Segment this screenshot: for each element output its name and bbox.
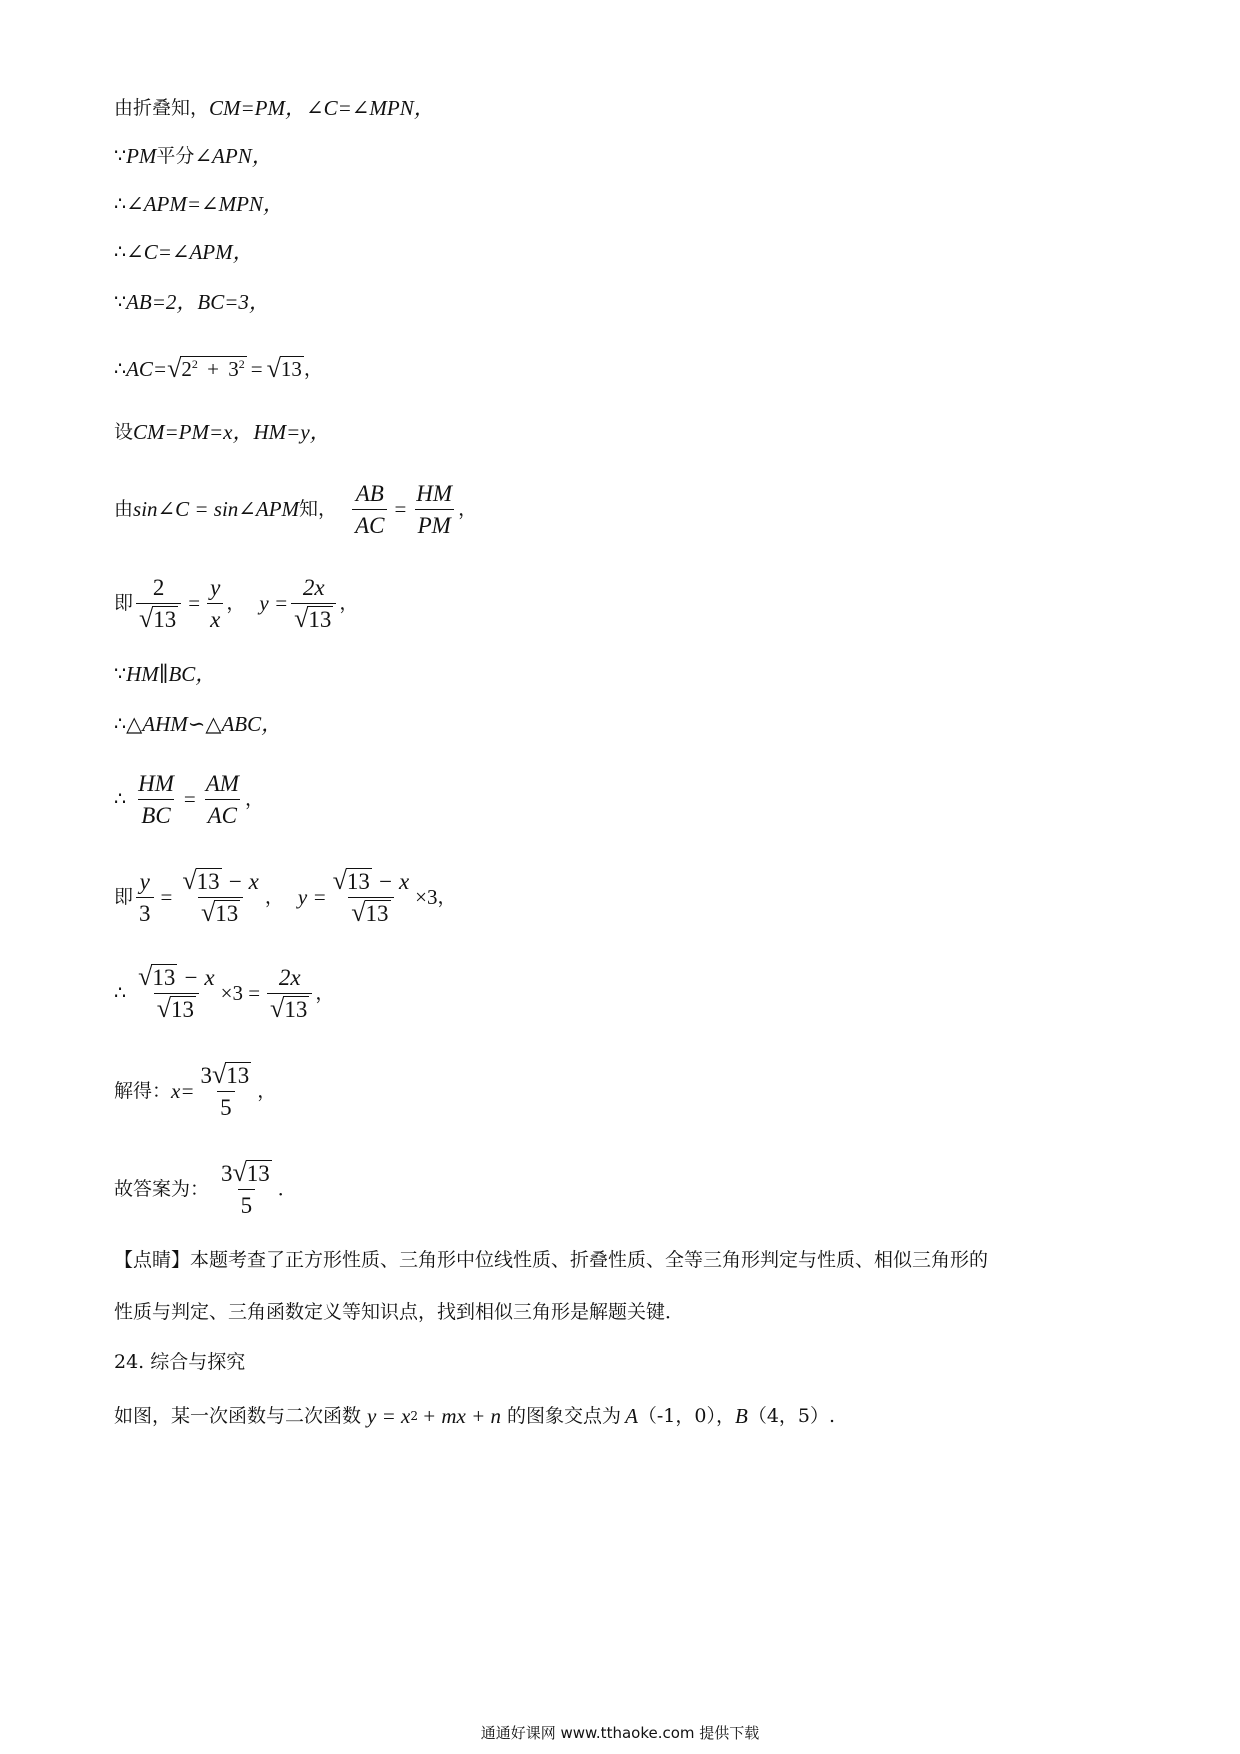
line-math: AC= <box>126 357 168 381</box>
equals-sign: = <box>183 787 196 811</box>
coefficient: 3 <box>221 1160 233 1186</box>
solution-line-7 <box>114 420 331 444</box>
sqrt-icon: √ <box>200 897 216 927</box>
therefore-symbol: ∴ <box>114 713 127 735</box>
line-math: y = <box>297 885 327 909</box>
therefore-symbol: ∴ <box>114 788 127 810</box>
sqrt-icon: √ <box>351 897 366 927</box>
punctuation: ， <box>303 358 323 380</box>
radicand: 13 <box>215 900 239 926</box>
equals-sign: = <box>394 497 407 521</box>
denominator: x <box>207 603 223 633</box>
sqrt-icon: √ <box>294 603 309 633</box>
punctuation: ， <box>315 982 335 1004</box>
punctuation: ， <box>339 592 359 614</box>
numerator <box>135 961 218 993</box>
sqrt-icon: √ <box>266 354 281 383</box>
therefore-symbol: ∴ <box>114 982 127 1004</box>
line-text: 解得： <box>114 1080 172 1102</box>
fraction-y-x <box>207 574 223 633</box>
sqrt-icon: √ <box>212 1059 227 1089</box>
because-symbol: ∵ <box>114 663 127 685</box>
line-text: 知， <box>299 498 338 520</box>
line-text: 即 <box>114 592 134 614</box>
numerator: 2x <box>302 574 325 600</box>
radicand: 13 <box>196 868 220 894</box>
denominator: 3 <box>136 897 154 927</box>
denominator <box>348 897 393 927</box>
formula-lhs: y = x <box>367 1404 411 1428</box>
fraction-2-sqrt13 <box>136 574 181 633</box>
numerator <box>218 1157 275 1189</box>
sqrt-icon: √ <box>138 961 153 991</box>
numerator: AM <box>205 770 239 796</box>
fraction-hm-pm <box>413 480 455 539</box>
solution-line-15 <box>114 1056 276 1126</box>
radicand: 13 <box>365 900 389 926</box>
line-math: CM=PM，∠C=∠MPN， <box>209 96 435 120</box>
punctuation: ， <box>226 592 246 614</box>
solution-line-4 <box>114 240 254 264</box>
line-text: 由 <box>114 498 134 520</box>
solution-line-12 <box>114 764 264 834</box>
exponent: 2 <box>191 357 198 371</box>
sqrt-icon: √ <box>167 354 182 383</box>
numerator-tail: − x <box>377 868 410 894</box>
therefore-symbol: ∴ <box>114 241 127 263</box>
sqrt-icon: √ <box>270 993 285 1023</box>
punctuation: ， <box>257 1080 277 1102</box>
denominator: AC <box>352 509 387 539</box>
point-a-label: A <box>625 1404 638 1428</box>
line-math: AB=2，BC=3， <box>126 290 270 314</box>
solution-line-5 <box>114 290 270 314</box>
numerator: HM <box>416 480 453 506</box>
exponent: 2 <box>238 357 245 371</box>
denominator <box>198 897 243 927</box>
denominator <box>136 603 181 633</box>
fraction-sqrt13-minus-x <box>135 961 218 1023</box>
fraction-3sqrt13-5 <box>218 1157 275 1219</box>
line-math: x= <box>171 1079 195 1103</box>
radicand: 13 <box>153 606 177 632</box>
radicand-term: 2 <box>181 357 192 381</box>
line-math: ∠APN， <box>194 144 273 168</box>
point-b-label: B <box>735 1404 748 1428</box>
equals-sign: = <box>188 591 201 615</box>
sqrt-expression <box>267 356 304 382</box>
radicand-term: 3 <box>228 357 239 381</box>
fraction-2x-sqrt13 <box>267 964 312 1023</box>
numerator: 2 <box>152 574 165 600</box>
line-text: 平分 <box>156 145 195 167</box>
denominator <box>154 993 199 1023</box>
denominator: PM <box>415 509 454 539</box>
numerator <box>179 865 262 897</box>
solution-line-6 <box>114 356 323 382</box>
denominator: 5 <box>238 1189 256 1219</box>
punctuation: ， <box>458 498 478 520</box>
line-text: 由折叠知， <box>114 97 210 119</box>
radicand: 13 <box>170 996 194 1022</box>
radicand: 13 <box>246 1160 270 1186</box>
numerator: HM <box>138 770 174 796</box>
denominator: 5 <box>217 1091 235 1121</box>
fraction-3sqrt13-5 <box>198 1059 255 1121</box>
denominator <box>267 993 312 1023</box>
line-math: ×3 = <box>220 981 261 1005</box>
denominator: BC <box>138 799 173 829</box>
solution-line-11 <box>114 712 282 736</box>
sqrt-icon: √ <box>139 603 154 633</box>
numerator-tail: − x <box>183 964 215 990</box>
punctuation: ， <box>437 886 457 908</box>
solution-line-1 <box>114 96 435 120</box>
punctuation: ， <box>244 788 264 810</box>
line-math: △AHM∽△ABC， <box>126 712 283 736</box>
coefficient: 3 <box>200 1062 213 1088</box>
question-heading: 24. 综合与探究 <box>114 1351 246 1373</box>
answer-label: 故答案为： <box>114 1178 210 1200</box>
commentary-line-2: 性质与判定、三角函数定义等知识点，找到相似三角形是解题关键． <box>114 1301 685 1323</box>
plus-sign: + <box>207 357 219 381</box>
radicand: 13 <box>280 357 302 381</box>
sqrt-icon: √ <box>182 865 197 895</box>
question-text-post: 的图象交点为 <box>507 1405 622 1427</box>
point-b-coords: （4，5）. <box>747 1405 836 1427</box>
line-math: sin∠C = sin∠APM <box>133 497 300 521</box>
line-math: ×3 <box>415 885 438 909</box>
fraction-sqrt13-minus-x <box>179 865 262 927</box>
line-math: ∠APM=∠MPN， <box>126 192 284 216</box>
radicand: 13 <box>152 964 176 990</box>
equals-sign: = <box>160 885 173 909</box>
numerator-tail: − x <box>227 868 259 894</box>
numerator: 2x <box>278 964 301 990</box>
denominator <box>291 603 336 633</box>
sqrt-icon: √ <box>156 993 171 1023</box>
therefore-symbol: ∴ <box>114 193 127 215</box>
solution-line-9 <box>114 568 358 638</box>
numerator <box>198 1059 255 1091</box>
punctuation: ． <box>277 1178 297 1200</box>
numerator: AB <box>355 480 384 506</box>
solution-line-2 <box>114 144 273 168</box>
punctuation: ， <box>264 886 284 908</box>
sqrt-icon: √ <box>332 865 347 895</box>
fraction-am-ac <box>203 770 242 829</box>
point-a-coords: （-1，0）， <box>637 1405 735 1427</box>
sqrt-expression <box>167 356 247 382</box>
therefore-symbol: ∴ <box>114 358 127 380</box>
radicand: 13 <box>346 868 370 894</box>
solution-line-14 <box>114 958 334 1028</box>
line-text: 设 <box>114 421 134 443</box>
radicand: 13 <box>308 606 332 632</box>
line-text: 即 <box>114 886 134 908</box>
numerator: y <box>139 868 150 894</box>
solution-line-16 <box>114 1154 297 1224</box>
because-symbol: ∵ <box>114 291 127 313</box>
radicand: 13 <box>284 996 308 1022</box>
radicand: 13 <box>226 1062 250 1088</box>
page-footer: 通通好课网 www.tthaoke.com 提供下载 <box>480 1724 760 1742</box>
line-math: y = <box>259 591 289 615</box>
solution-line-10 <box>114 662 216 686</box>
solution-line-8 <box>114 474 477 544</box>
denominator: AC <box>205 799 240 829</box>
because-symbol: ∵ <box>114 145 127 167</box>
fraction-y-3 <box>136 868 154 927</box>
solution-line-3 <box>114 192 284 216</box>
line-math: PM <box>126 144 157 168</box>
question-text: 如图，某一次函数与二次函数 y = x 2 + mx + n 的图象交点为 A （-1，0）， B （4，5）. <box>114 1404 836 1428</box>
solution-line-13 <box>114 862 457 932</box>
fraction-2x-sqrt13 <box>291 574 336 633</box>
numerator: y <box>210 574 221 600</box>
formula-rhs: + mx + n <box>421 1404 502 1428</box>
fraction-ab-ac <box>352 480 387 539</box>
line-math: CM=PM=x，HM=y， <box>133 420 331 444</box>
sqrt-icon: √ <box>232 1157 247 1187</box>
numerator <box>330 865 413 897</box>
fraction-sqrt13-minus-x <box>330 865 413 927</box>
line-math: HM∥BC， <box>126 662 217 686</box>
line-math: ∠C=∠APM， <box>126 240 254 264</box>
fraction-hm-bc <box>135 770 177 829</box>
commentary-line-1: 【点睛】本题考查了正方形性质、三角形中位线性质、折叠性质、全等三角形判定与性质、相似三角形的 <box>114 1249 989 1271</box>
question-text-pre: 如图，某一次函数与二次函数 <box>114 1405 362 1427</box>
equals-sign: = <box>250 357 263 381</box>
